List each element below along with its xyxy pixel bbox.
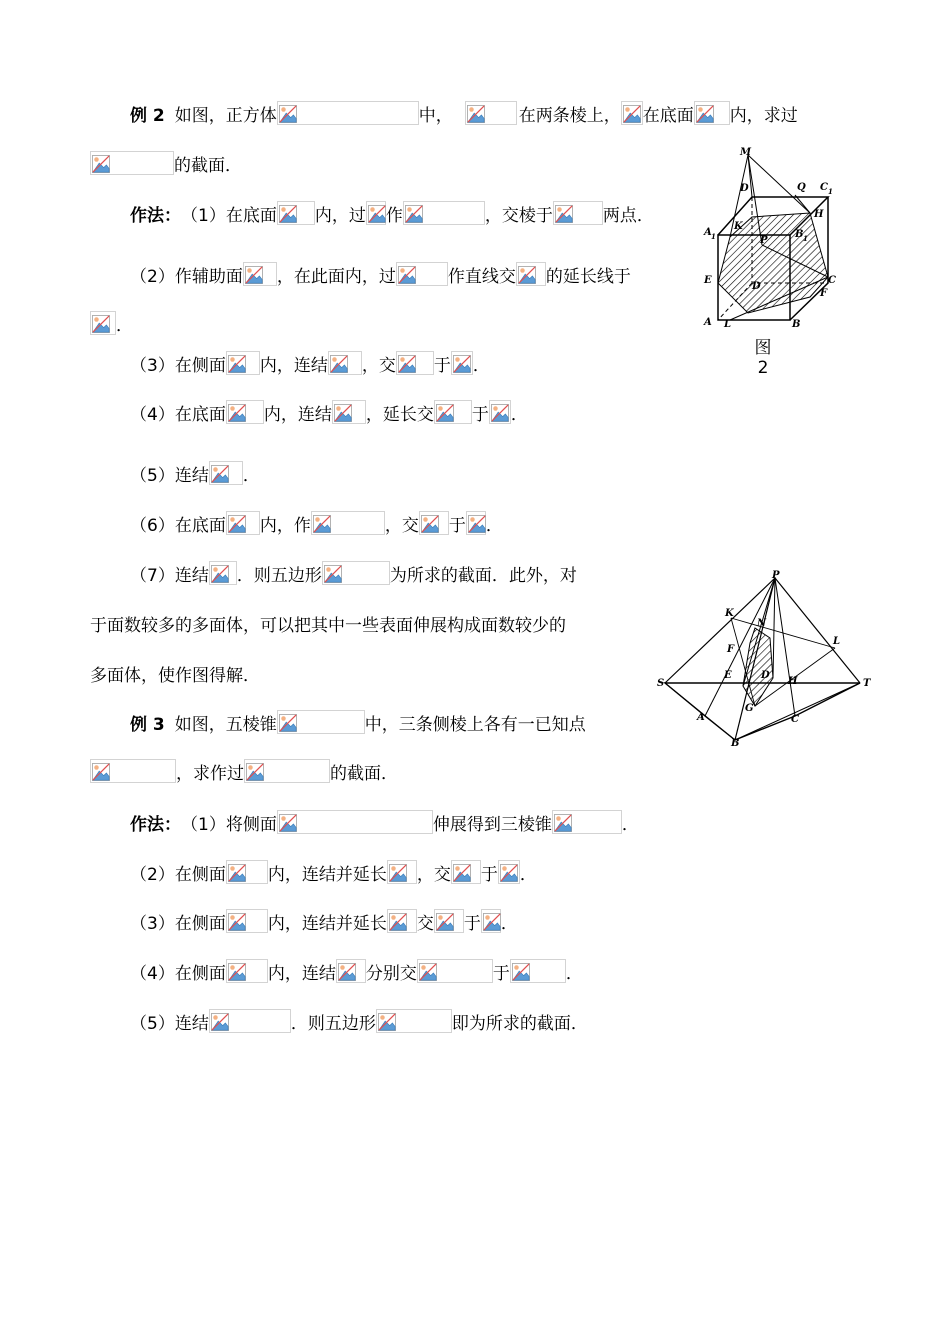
ex3-line-5 [130,907,518,935]
text: ． [472,355,490,376]
text: （7）连结 [130,565,209,586]
formula-image [277,810,433,834]
point-label: P [760,235,768,246]
formula-image [90,311,116,335]
text: 内，求过 [729,105,798,126]
ex2-line-8 [130,459,260,487]
formula-image [226,400,264,424]
formula-image [366,201,386,225]
text: 即为所求的截面． [451,1013,588,1034]
point-label: A [704,227,712,238]
text: 内，连结并延长 [267,913,387,934]
formula-image [226,909,268,933]
text: ． [510,404,528,425]
formula-image [209,461,243,485]
formula-image [465,101,517,125]
text: 中，三条侧棱上各有一已知点 [364,714,586,735]
text: （2）在侧面 [130,864,226,885]
formula-image [451,860,481,884]
point-label: 1 [828,187,833,196]
formula-image [311,511,385,535]
point-label: K [734,221,743,232]
text: 内，过 [314,205,366,226]
point-label: D [752,281,761,292]
point-label: A [704,317,712,328]
formula-image [552,810,622,834]
text: ． [621,814,639,835]
formula-image [396,262,448,286]
text: ． [500,913,518,934]
ex3-line-6 [130,957,583,985]
point-label: L [724,319,732,330]
point-label: 1 [711,232,716,241]
formula-image [90,759,176,783]
formula-image [332,400,366,424]
ex3-line-4 [130,858,537,886]
text: ，延长交 [365,404,434,425]
ex2-label: 例 2 [130,105,165,126]
point-label: N [757,618,767,629]
text: 于 [463,913,481,934]
text: 作直线交 [447,266,516,287]
ex3-line-3 [130,808,639,836]
formula-image [336,959,366,983]
formula-image [434,400,472,424]
text: 的截面． [174,155,242,176]
text: ． [116,315,133,336]
text: ，交 [361,355,396,376]
point-label: C [828,275,836,286]
text: ． [485,515,503,536]
text: 于 [480,864,498,885]
figure-cube-labels [700,145,840,335]
text: ． [565,963,583,984]
formula-image [209,561,237,585]
ex3-line-2 [90,757,398,785]
point-label: B [792,319,801,330]
text: 交 [416,913,434,934]
text: 的截面． [330,763,398,784]
formula-image [387,909,417,933]
formula-image [226,860,268,884]
formula-image [243,262,277,286]
text: （3）在侧面 [130,913,226,934]
ex2-line-5 [90,309,133,337]
point-label: P [772,570,780,581]
text: ．则五边形 [290,1013,376,1034]
text: 在两条棱上， [518,105,621,126]
ex2-line-1 [130,99,798,127]
formula-image [434,909,464,933]
ex2-line-2 [90,149,242,177]
point-label: 1 [803,234,808,243]
formula-image [277,101,419,125]
ex2-line-6 [130,349,490,377]
formula-image [498,860,520,884]
text: 作 [385,205,403,226]
point-label: A [697,712,705,723]
text: ，交 [416,864,451,885]
formula-image [417,959,493,983]
ex2-line-3 [130,199,654,227]
point-label: K [725,608,734,619]
text: 如图，五棱锥 [174,714,277,735]
text: 内，连结并延长 [267,864,387,885]
point-label: G [745,703,754,714]
formula-image [322,561,390,585]
formula-image [90,151,174,175]
method-heading: 作法： [130,205,181,226]
point-label: F [727,644,735,655]
point-label: T [863,678,871,689]
ex3-line-7 [130,1007,588,1035]
method-heading: 作法： [130,814,181,835]
text: 内，作 [259,515,311,536]
formula-image [489,400,511,424]
formula-image [226,351,260,375]
formula-image [277,710,365,734]
ex2-line-7 [130,398,528,426]
point-label: D [761,670,770,681]
text: 的延长线于 [545,266,631,287]
formula-image [328,351,362,375]
text: 如图，正方体 [174,105,277,126]
text: 两点． [602,205,654,226]
formula-image [396,351,434,375]
text: 于 [448,515,466,536]
formula-image [419,511,449,535]
formula-image [553,201,603,225]
ex2-line-4 [130,260,631,288]
ex2-line-12 [90,659,260,687]
caption-line: 2 [757,358,769,378]
formula-image [277,201,315,225]
ex2-line-9 [130,509,503,537]
text: （4）在底面 [130,404,226,425]
text: ，交棱于 [484,205,553,226]
ex3-label: 例 3 [130,714,165,735]
formula-image [481,909,501,933]
point-label: L [833,636,841,647]
text: （1）在底面 [181,205,277,226]
formula-image [451,351,473,375]
text: ，交 [384,515,419,536]
point-label: E [704,275,712,286]
text: 内，连结 [267,963,336,984]
point-label: F [820,288,828,299]
text: 内，连结 [259,355,328,376]
text: 于面数较多的多面体，可以把其中一些表面伸展构成面数较少的 [90,615,566,636]
text: 分别交 [365,963,417,984]
text: 多面体，使作图得解． [90,665,260,686]
text: 为所求的截面．此外，对 [389,565,577,586]
text: 于 [433,355,451,376]
text: （2）作辅助面 [130,266,243,287]
text: 内，连结 [263,404,332,425]
point-label: H [814,209,824,220]
text: 伸展得到三棱锥 [432,814,552,835]
point-label: S [657,678,665,689]
text: （1）将侧面 [181,814,277,835]
formula-image [244,759,330,783]
formula-image [226,959,268,983]
text: （6）在底面 [130,515,226,536]
text: （3）在侧面 [130,355,226,376]
point-label: H [788,676,798,687]
point-label: C [820,182,828,193]
formula-image [694,101,730,125]
formula-image [510,959,566,983]
ex2-line-11 [90,609,566,637]
formula-image [403,201,485,225]
text: ，求作过 [176,763,244,784]
text: 于 [471,404,489,425]
caption-line: 图 [754,338,772,358]
formula-image [516,262,546,286]
formula-image [226,511,260,535]
formula-image [376,1009,452,1033]
point-label: C [791,714,799,725]
ex2-line-10 [130,559,577,587]
text: （5）连结 [130,465,209,486]
figure-pyramid-labels [655,568,880,753]
formula-image [209,1009,291,1033]
text: 在底面 [642,105,694,126]
point-label: D [740,183,749,194]
text: （4）在侧面 [130,963,226,984]
text: 中， [418,105,453,126]
point-label: E [724,670,732,681]
formula-image [466,511,486,535]
text: （5）连结 [130,1013,209,1034]
point-label: B [731,738,740,749]
figure-caption [748,333,778,378]
text: 于 [492,963,510,984]
ex3-line-1 [130,708,586,736]
text: ，在此面内，过 [276,266,396,287]
point-label: Q [797,182,806,193]
text: ．则五边形 [236,565,322,586]
text: ． [242,465,260,486]
point-label: M [740,147,752,158]
formula-image [387,860,417,884]
text: ． [519,864,537,885]
point-label: B [795,229,804,240]
formula-image [621,101,643,125]
